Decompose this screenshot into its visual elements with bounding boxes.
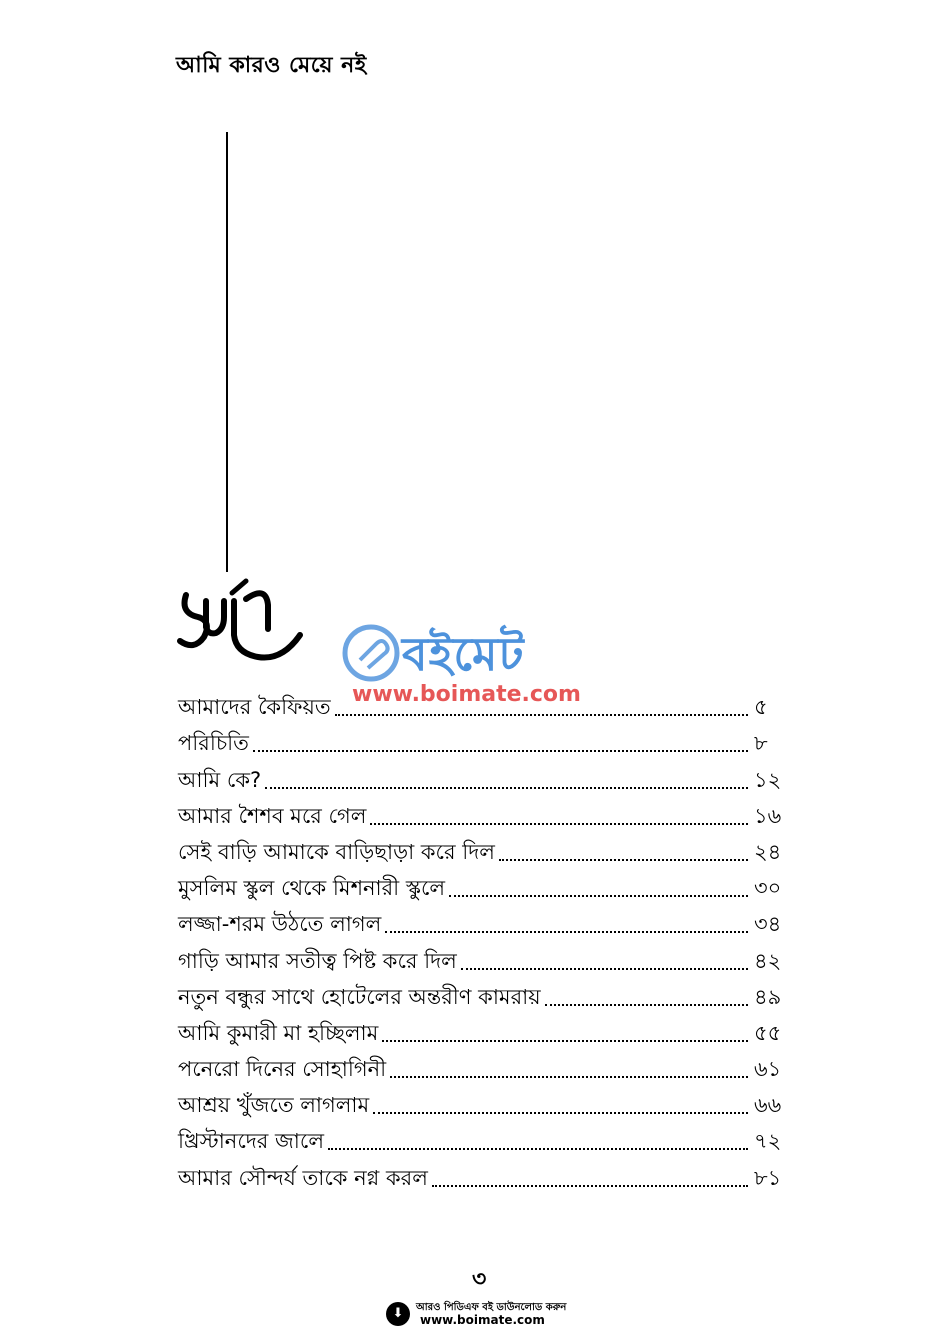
footer-promo [386,1300,566,1328]
toc-entry-page: ৬৬ [754,1093,782,1118]
toc-entry-page: ৮১ [754,1165,782,1190]
toc-entry[interactable] [178,1118,798,1154]
toc-entry-page: ৩৪ [754,912,782,937]
toc-leader-dots [382,1040,748,1042]
toc-entry[interactable] [178,1154,798,1190]
toc-entry-page: ৬১ [754,1057,782,1082]
toc-entry-title: সেই বাড়ি আমাকে বাড়িছাড়া করে দিল [178,839,495,864]
toc-leader-dots [335,714,748,716]
toc-entry[interactable] [178,756,798,792]
toc-entry[interactable] [178,1082,798,1118]
toc-entry[interactable] [178,974,798,1010]
toc-entry[interactable] [178,720,798,756]
toc-entry-page: ৮ [754,731,768,756]
toc-entry[interactable] [178,865,798,901]
svg-text:সূচি: সূচি [184,669,186,670]
toc-entry[interactable] [178,829,798,865]
toc-entry-title: লজ্জা-শরম উঠতে লাগল [178,912,382,937]
vertical-rule [226,132,228,572]
toc-leader-dots [461,968,748,970]
toc-entry-title: আশ্রয় খুঁজতে লাগলাম [178,1093,370,1118]
footer-url[interactable]: www.boimate.com [420,1313,545,1327]
toc-entry-page: ৪৯ [754,984,782,1009]
toc-leader-dots [545,1004,748,1006]
toc-entry-title: পরিচিতি [178,731,249,756]
toc-entry-page: ৩০ [754,876,782,901]
toc-entry-page: ৫ [754,695,768,720]
toc-entry-title: খ্রিস্টানদের জালে [178,1129,324,1154]
toc-leader-dots [373,1112,748,1114]
toc-entry-title: আমার সৌন্দর্য তাকে নগ্ন করল [178,1165,428,1190]
toc-leader-dots [449,895,748,897]
toc-heading-calligraphy [176,565,316,675]
toc-entry-title: আমি কে? [178,767,262,792]
toc-entry-page: ২৪ [754,839,782,864]
toc-entry-page: ৫৫ [754,1020,782,1045]
toc-entry-title: নতুন বন্ধুর সাথে হোটেলের অন্তরীণ কামরায় [178,984,541,1009]
toc-entry[interactable] [178,937,798,973]
watermark-url: www.boimate.com [352,682,581,707]
toc-leader-dots [432,1185,748,1187]
toc-entry-title: গাড়ি আমার সতীত্ব পিষ্ট করে দিল [178,948,457,973]
running-head: আমি কারও মেয়ে নই [176,53,367,78]
toc-leader-dots [253,750,748,752]
toc-leader-dots [328,1148,748,1150]
paperclip-icon [342,624,400,682]
toc-entry-page: ১৬ [754,803,782,828]
toc-entry-title: পনেরো দিনের সোহাগিনী [178,1057,387,1082]
toc-entry[interactable] [178,901,798,937]
toc-entry[interactable] [178,1046,798,1082]
toc-entry-page: ৪২ [754,948,782,973]
toc-leader-dots [265,787,748,789]
toc-leader-dots [370,823,748,825]
table-of-contents [178,684,798,1191]
toc-entry[interactable] [178,793,798,829]
footer-text: আরও পিডিএফ বই ডাউনলোড করুন [416,1302,567,1313]
toc-entry-title: আমাদের কৈফিয়ত [178,695,331,720]
toc-entry-title: আমার শৈশব মরে গেল [178,803,367,828]
toc-entry-title: মুসলিম স্কুল থেকে মিশনারী স্কুলে [178,876,446,901]
toc-entry[interactable] [178,1010,798,1046]
toc-entry-page: ১২ [754,767,782,792]
toc-entry-page: ৭২ [754,1129,782,1154]
toc-entry[interactable] [178,684,798,720]
toc-leader-dots [385,931,748,933]
toc-entry-title: আমি কুমারী মা হচ্ছিলাম [178,1020,379,1045]
download-icon: ⬇ [386,1302,410,1326]
watermark-logo-text: বইমেট [402,627,525,681]
toc-leader-dots [499,859,748,861]
toc-leader-dots [390,1076,748,1078]
page-number: ৩ [472,1267,487,1292]
